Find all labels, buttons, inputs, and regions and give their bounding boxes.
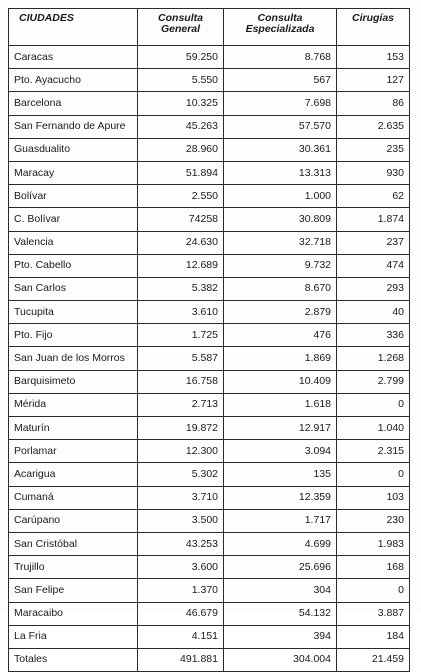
consulta-especializada-cell: 2.879 — [224, 301, 337, 324]
city-cell: Mérida — [9, 393, 138, 416]
city-cell: Pto. Cabello — [9, 254, 138, 277]
table-row — [9, 463, 410, 486]
consulta-especializada-cell: 8.670 — [224, 277, 337, 300]
cirugias-cell: 237 — [337, 231, 410, 254]
consulta-especializada-cell: 9.732 — [224, 254, 337, 277]
table-row — [9, 486, 410, 509]
header-cirugias: Cirugías — [337, 9, 410, 46]
consulta-general-cell: 3.600 — [138, 556, 224, 579]
consulta-especializada-cell: 10.409 — [224, 370, 337, 393]
cirugias-cell: 1.874 — [337, 208, 410, 231]
header-consulta-general-line-2: General — [160, 23, 201, 35]
consulta-especializada-cell: 30.361 — [224, 138, 337, 161]
cirugias-cell: 86 — [337, 92, 410, 115]
cirugias-cell: 153 — [337, 46, 410, 69]
cirugias-cell: 336 — [337, 324, 410, 347]
consulta-especializada-cell: 394 — [224, 625, 337, 648]
table-row — [9, 370, 410, 393]
city-cell: San Felipe — [9, 579, 138, 602]
table-row — [9, 602, 410, 625]
header-consulta-general — [138, 9, 224, 46]
consulta-especializada-cell: 1.618 — [224, 393, 337, 416]
cirugias-cell: 168 — [337, 556, 410, 579]
cirugias-cell: 930 — [337, 161, 410, 184]
table-row — [9, 185, 410, 208]
consulta-general-cell: 74258 — [138, 208, 224, 231]
city-cell: Caracas — [9, 46, 138, 69]
consulta-especializada-cell: 32.718 — [224, 231, 337, 254]
consulta-especializada-cell: 304 — [224, 579, 337, 602]
consulta-general-cell: 28.960 — [138, 138, 224, 161]
table-body — [9, 46, 410, 672]
table-row — [9, 46, 410, 69]
consulta-especializada-cell: 7.698 — [224, 92, 337, 115]
totals-row — [9, 648, 410, 671]
consulta-especializada-cell: 3.094 — [224, 440, 337, 463]
table-row — [9, 69, 410, 92]
cirugias-cell: 1.268 — [337, 347, 410, 370]
cirugias-cell: 1.040 — [337, 417, 410, 440]
city-cell: Maracaibo — [9, 602, 138, 625]
consulta-general-cell: 46.679 — [138, 602, 224, 625]
table-row — [9, 440, 410, 463]
city-cell: Bolívar — [9, 185, 138, 208]
consulta-especializada-cell: 13.313 — [224, 161, 337, 184]
city-cell: Barquisimeto — [9, 370, 138, 393]
table-row — [9, 208, 410, 231]
table-row — [9, 556, 410, 579]
consulta-general-cell: 24.630 — [138, 231, 224, 254]
consulta-general-cell: 51.894 — [138, 161, 224, 184]
table-row — [9, 625, 410, 648]
city-cell: Barcelona — [9, 92, 138, 115]
city-cell: Acarigua — [9, 463, 138, 486]
consulta-general-cell: 12.689 — [138, 254, 224, 277]
cirugias-cell: 127 — [337, 69, 410, 92]
cirugias-cell: 0 — [337, 463, 410, 486]
consulta-general-cell: 2.550 — [138, 185, 224, 208]
table-row — [9, 417, 410, 440]
consulta-especializada-cell: 4.699 — [224, 532, 337, 555]
city-cell: Trujillo — [9, 556, 138, 579]
totals-label: Totales — [9, 648, 138, 671]
consulta-especializada-cell: 25.696 — [224, 556, 337, 579]
header-consulta-especializada — [224, 9, 337, 46]
table-row — [9, 161, 410, 184]
table-row — [9, 277, 410, 300]
consulta-general-cell: 10.325 — [138, 92, 224, 115]
consulta-general-cell: 5.382 — [138, 277, 224, 300]
totals-consulta-especializada: 304.004 — [224, 648, 337, 671]
consulta-especializada-cell: 12.917 — [224, 417, 337, 440]
header-consulta-especializada-line-1: Consulta — [257, 12, 303, 24]
consulta-general-cell: 3.710 — [138, 486, 224, 509]
city-cell: Porlamar — [9, 440, 138, 463]
city-cell: Pto. Fijo — [9, 324, 138, 347]
consulta-general-cell: 5.550 — [138, 69, 224, 92]
consulta-general-cell: 5.302 — [138, 463, 224, 486]
consulta-general-cell: 59.250 — [138, 46, 224, 69]
cirugias-cell: 293 — [337, 277, 410, 300]
consulta-general-cell: 1.725 — [138, 324, 224, 347]
totals-consulta-general: 491.881 — [138, 648, 224, 671]
city-cell: San Juan de los Morros — [9, 347, 138, 370]
consulta-especializada-cell: 8.768 — [224, 46, 337, 69]
consulta-general-cell: 43.253 — [138, 532, 224, 555]
cirugias-cell: 2.635 — [337, 115, 410, 138]
table-row — [9, 92, 410, 115]
cirugias-cell: 40 — [337, 301, 410, 324]
city-cell: La Fria — [9, 625, 138, 648]
cirugias-cell: 235 — [337, 138, 410, 161]
consulta-especializada-cell: 567 — [224, 69, 337, 92]
cirugias-cell: 62 — [337, 185, 410, 208]
city-cell: Guasdualito — [9, 138, 138, 161]
consulta-general-cell: 45.263 — [138, 115, 224, 138]
city-cell: Maturín — [9, 417, 138, 440]
consulta-general-cell: 5.587 — [138, 347, 224, 370]
consulta-general-cell: 3.500 — [138, 509, 224, 532]
city-cell: Maracay — [9, 161, 138, 184]
consulta-especializada-cell: 30.809 — [224, 208, 337, 231]
consulta-especializada-cell: 54.132 — [224, 602, 337, 625]
consulta-especializada-cell: 135 — [224, 463, 337, 486]
consulta-general-cell: 1.370 — [138, 579, 224, 602]
consulta-especializada-cell: 1.717 — [224, 509, 337, 532]
consulta-general-cell: 12.300 — [138, 440, 224, 463]
table-row — [9, 347, 410, 370]
table-row — [9, 115, 410, 138]
table-header-row — [9, 9, 410, 46]
table-row — [9, 231, 410, 254]
cirugias-cell: 474 — [337, 254, 410, 277]
consulta-especializada-cell: 12.359 — [224, 486, 337, 509]
consulta-general-cell: 4.151 — [138, 625, 224, 648]
cirugias-cell: 3.887 — [337, 602, 410, 625]
table-row — [9, 579, 410, 602]
city-cell: Tucupita — [9, 301, 138, 324]
cirugias-cell: 230 — [337, 509, 410, 532]
city-cell: San Carlos — [9, 277, 138, 300]
table-row — [9, 509, 410, 532]
consulta-especializada-cell: 476 — [224, 324, 337, 347]
cirugias-cell: 0 — [337, 579, 410, 602]
city-cell: San Cristóbal — [9, 532, 138, 555]
city-cell: Cumaná — [9, 486, 138, 509]
cirugias-cell: 184 — [337, 625, 410, 648]
totals-cirugias: 21.459 — [337, 648, 410, 671]
table-row — [9, 138, 410, 161]
table-row — [9, 532, 410, 555]
cirugias-cell: 2.315 — [337, 440, 410, 463]
header-consulta-general-line-1: Consulta — [158, 12, 203, 24]
header-consulta-especializada-line-2: Especializada — [245, 23, 315, 35]
consulta-especializada-cell: 57.570 — [224, 115, 337, 138]
table-row — [9, 393, 410, 416]
consulta-general-cell: 2.713 — [138, 393, 224, 416]
cirugias-cell: 2.799 — [337, 370, 410, 393]
city-cell: Pto. Ayacucho — [9, 69, 138, 92]
consulta-general-cell: 16.758 — [138, 370, 224, 393]
cirugias-cell: 103 — [337, 486, 410, 509]
cirugias-cell: 1.983 — [337, 532, 410, 555]
consulta-general-cell: 19.872 — [138, 417, 224, 440]
cirugias-cell: 0 — [337, 393, 410, 416]
city-cell: Valencia — [9, 231, 138, 254]
city-cell: C. Bolívar — [9, 208, 138, 231]
consulta-general-cell: 3.610 — [138, 301, 224, 324]
table-row — [9, 254, 410, 277]
city-cell: Carúpano — [9, 509, 138, 532]
cities-consultation-table — [8, 8, 410, 672]
consulta-especializada-cell: 1.000 — [224, 185, 337, 208]
city-cell: San Fernando de Apure — [9, 115, 138, 138]
consulta-especializada-cell: 1.869 — [224, 347, 337, 370]
table-row — [9, 324, 410, 347]
header-ciudades: CIUDADES — [9, 9, 138, 46]
table-row — [9, 301, 410, 324]
